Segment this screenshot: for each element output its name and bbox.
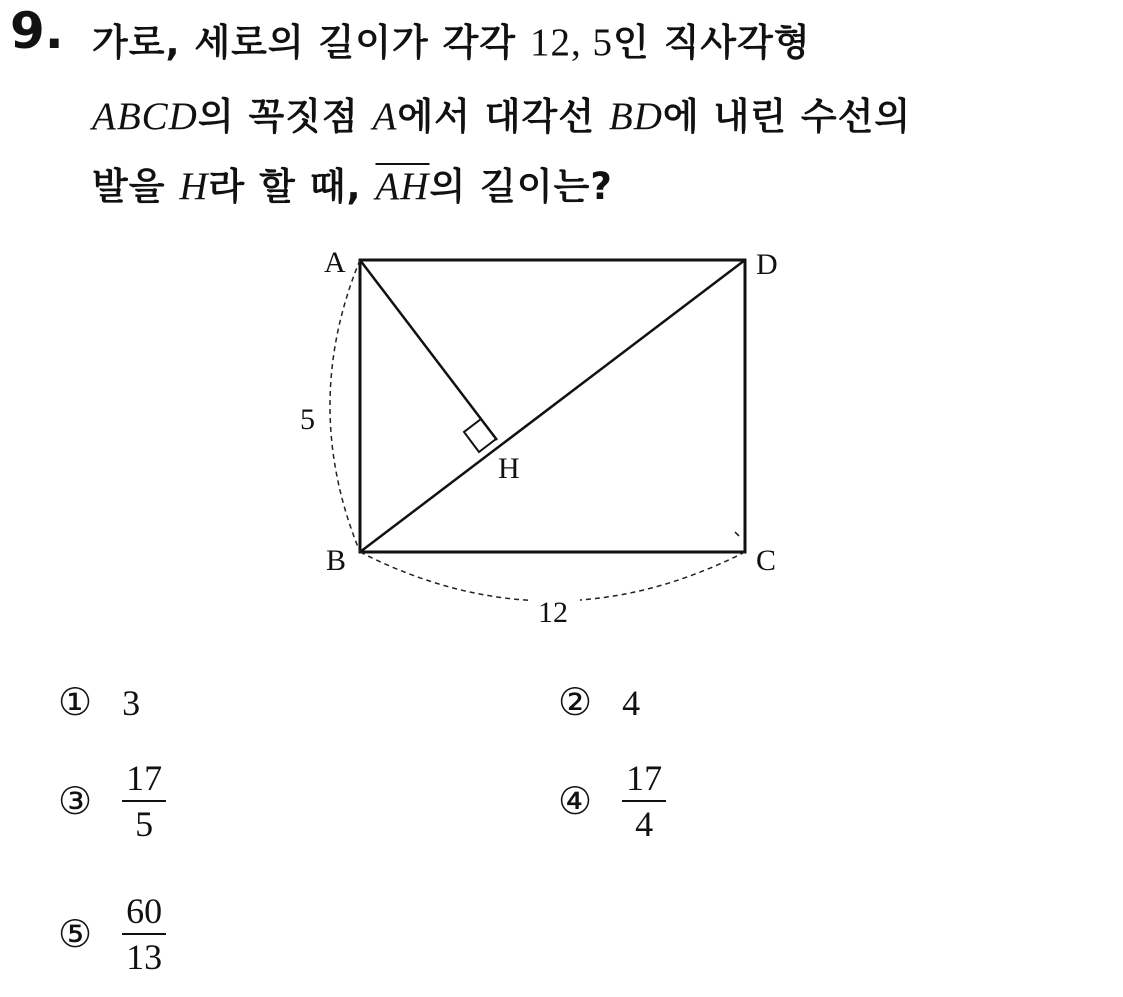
segment-ah: $\overline{AH}$ [375, 165, 430, 208]
choice-5[interactable]: ⑤ $\frac{60}{13}$ [58, 893, 166, 977]
choice-1[interactable]: ① 3 [58, 682, 141, 724]
choice-4[interactable]: ④ $\frac{17}{4}$ [558, 760, 666, 844]
diagonal-bd: BD [608, 95, 663, 138]
vertex-a: A [372, 95, 398, 138]
label-side-12: 12 [538, 596, 568, 629]
rectangle-figure [280, 230, 820, 640]
right-angle-mark [464, 419, 496, 452]
fraction-60-13: $\frac{60}{13}$ [122, 893, 166, 977]
corner-mark-c [735, 532, 739, 536]
question-line-1: 가로, 세로의 길이가 각각 12, 5인 직사각형 [92, 21, 811, 64]
label-side-5: 5 [300, 403, 315, 436]
foot-h: H [179, 165, 209, 208]
dashed-arc-left [330, 260, 360, 552]
question-line-2: ABCD의 꼭짓점 A에서 대각선 BD에 내린 수선의 [92, 95, 912, 138]
fraction-17-5: $\frac{17}{5}$ [122, 760, 166, 844]
choice-3[interactable]: ③ $\frac{17}{5}$ [58, 760, 166, 844]
label-c: C [756, 544, 777, 577]
fraction-17-4: $\frac{17}{4}$ [622, 760, 666, 844]
choice-2[interactable]: ② 4 [558, 682, 641, 724]
rect-name: ABCD [92, 95, 198, 138]
label-h: H [498, 452, 520, 485]
diagonal-bd-line [360, 260, 745, 552]
label-a: A [324, 246, 346, 279]
label-b: B [326, 544, 347, 577]
side-lengths: 12, 5 [530, 21, 614, 64]
question-number: 9. [10, 2, 64, 60]
label-d: D [756, 248, 778, 281]
perpendicular-ah-line [360, 260, 497, 440]
question-line-3: 발을 H라 할 때, $\overline{AH}$의 길이는? [92, 165, 613, 208]
